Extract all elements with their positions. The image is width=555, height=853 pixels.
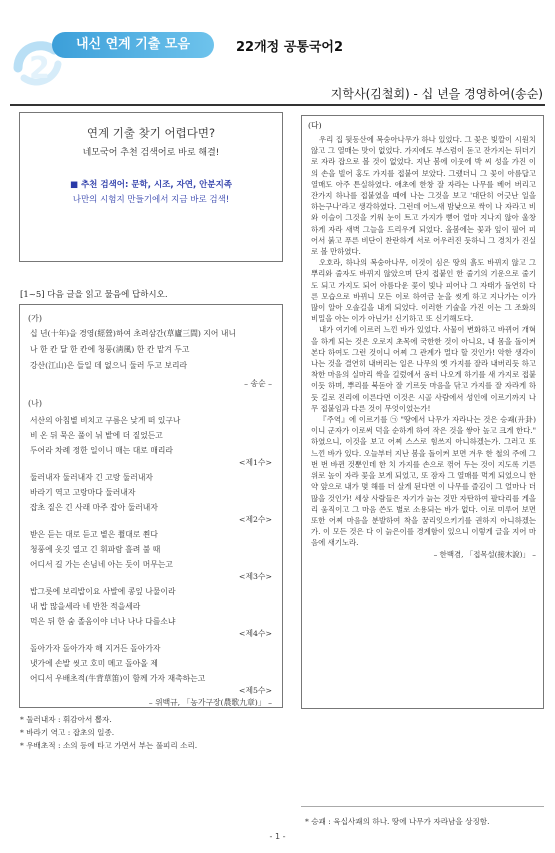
poem-author: – 위백규, 「농가구장(農歌九章)」 – xyxy=(148,698,272,707)
poem-line: 강산(江山)은 들일 데 없으니 둘러 두고 보리라 xyxy=(30,361,188,370)
poem-line: 잡초 짙은 긴 사래 마주 잡아 둘러내자 xyxy=(30,503,158,512)
poem-line: 받은 듣는 대로 듣고 볕은 쬘대로 쬔다 xyxy=(30,530,158,539)
poem-line: 두어라 차례 정한 일이니 매는 대로 매리라 xyxy=(30,446,173,455)
poem-line: 냇가에 손발 씻고 호미 메고 돌아올 제 xyxy=(30,659,158,668)
footnote: * 바라기 역고 : 잡초의 일종. xyxy=(20,728,115,737)
poem-line: 먹은 뒤 한 숨 졸음이야 너나 나나 다를소냐 xyxy=(30,617,176,626)
poem-line: 청풍에 옷깃 열고 긴 휘파람 흘려 불 때 xyxy=(30,545,161,554)
prose-text xyxy=(311,134,536,560)
footnote: * 승괘 : 육십사괘의 하나. 땅에 나무가 자라남을 상징함. xyxy=(305,817,490,826)
poem-line: 서산의 아침볕 비치고 구름은 낮게 떠 있구나 xyxy=(30,416,181,425)
stanza-mark: <제5수> xyxy=(238,686,272,695)
section-mark-da: (다) xyxy=(308,121,322,130)
stanza-mark: <제1수> xyxy=(238,458,272,467)
header-badge: 내신 연계 기출 모음 xyxy=(52,32,214,58)
stanza-mark: <제2수> xyxy=(238,515,272,524)
poem-line: 비 온 뒤 묵은 풀이 뉘 밭에 더 짙었든고 xyxy=(30,431,163,440)
page-number: - 1 - xyxy=(269,832,286,841)
question-instruction: [1~5] 다음 글을 읽고 물음에 답하시오. xyxy=(20,290,168,300)
prose-paragraph: 오호라, 하나의 복숭아나무, 이것이 심은 땅의 흙도 바뀌지 않고 그 뿌리와 줄자도 바뀌지 않았으며 단지 접붙인 한 줄기의 기운으로 줄기도 되고 가지도 되어 아름다운 꽃이 빛나 피어나 그 자태가 돌연히 다른 모습으로 바뀌니 모든 이로 하여금 눈을 씻게 하고 지나가는 이가 많이 알아 오솔길을 내게 되었다. 이러한 기술을 가진 이는 그 조화의 비밀을 아는 이가 아닌가! 신기하고 또 신기해도다. xyxy=(311,258,536,324)
stanza-mark: <제3수> xyxy=(238,572,272,581)
svg-text:2: 2 xyxy=(29,51,50,86)
poem-line: 어디서 길 가는 손님네 아는 듯이 머무는고 xyxy=(30,560,173,569)
poem-line: 바라기 역고 고랑마다 둘러내자 xyxy=(30,488,136,497)
poem-line: 어디서 우배초적(牛背草笛)이 함께 가자 재촉하는고 xyxy=(30,674,206,683)
poem-box xyxy=(19,304,283,708)
prose-paragraph: 내가 여기에 이르러 느낀 바가 있었다. 사물이 변화하고 바뀌어 개혁을 하게 되는 것은 오로지 초목에 국한한 것이 아니요, 내 몸을 돌이켜 본다 하여도 그런 것이니 어찌 그 관계가 멀다 할 것인가! 악한 생각이 나는 것을 결연히 내버리는 일은 나무의 옛 가지를 잘라 내버리듯 하고 착한 마음의 실마리 싹을 길렀에서 움터 나오게 하기를 새 가지로 접붙이듯 하며, 뿌리를 북돋아 잘 기르듯 마음을 닦고 가지를 잘 자라게 하듯 길로 진리에 이른다면 이것은 시골 사람에서 성인에 이르기까지 나무 접붙임과 다른 것이 무엇이었는가! xyxy=(311,325,536,413)
poem-line: 돌아가자 돌아가자 해 지거든 돌아가자 xyxy=(30,644,161,653)
footnote: * 우배초적 : 소의 등에 타고 가면서 부는 풀피리 소리. xyxy=(20,741,198,750)
prose-author: – 한백겸, 「접목설(接木說)」 – xyxy=(433,549,536,559)
course-label: 22개정 공통국어2 xyxy=(236,40,344,55)
page-title: 지학사(김철회) - 십 년을 경영하여(송순) xyxy=(330,87,543,101)
poem-line: 십 년(十年)을 경영(經營)하여 초려삼간(草廬三間) 지어 내니 xyxy=(30,329,236,338)
prose-box xyxy=(301,115,544,709)
poem-line: 내 밥 많을세라 네 반찬 적을세라 xyxy=(30,602,141,611)
prose-paragraph: 『주역』에 이르기를 ㉠ "땅에서 나무가 자라나는 것은 승괘(升卦)이니 군자가 이로써 덕을 순하게 하여 작은 것을 쌓아 높고 크게 한다." 하였으니, 이것을 보고 어찌 스스로 힘쓰지 아니하겠는가. 그러고 또 느낀 바가 있다. 오늘부터 지난 봄을 돌이켜 보면 겨우 한 철의 주에 그 번 번 바뀐 것뿐인데 한 치 가지를 손으로 꺾어 두는 것이 지도록 기른 위로 높이 자라 꽃을 보게 되었고, 또 잠자 그 열매를 먹게 되었으니 한약 앞으로 내가 몇 해를 더 살게 된다면 이 나무를 즐김이 그 얼마나 더 많을 것인가! 세상 사람들은 자기가 늙는 것만 자탄하여 팔다리를 게을리 움직이고 그 마음 쓴도 별로 소용되는 바가 없다. 이로 미루어 보면 또한 어찌 마음을 분발하여 착을 꿈리잇으키기를 권하지 아니하겠는가. 이 모든 것은 다 이 늙은이를 경계함이 있으니 이렇게 글을 지어 마음에 새기노라. xyxy=(311,415,536,548)
prose-paragraph: 우리 집 뒷동산에 복숭아나무가 하나 있었다. 그 꽃은 빛깔이 시원치 않고 그 열매는 맛이 없었다. 가지에도 부스럼이 돋고 잔가지는 뒤더기로 자라 잡으로 볼 것이 없었다. 지난 봄에 이웃에 박 씨 성을 가진 이의 손을 빌어 홍도 가지를 접붙여 보았다. 그랬더니 그 꽃이 아름답고 열매도 아주 튼실하였다. 애초에 한창 잘 자라는 나무를 베어 버리고 잔가지 하나를 접붙였을 때에 나는 그것을 보고 '대단히 어긋난 일을 하는구나'라고 생각하였다. 그런데 어느새 밤낮으로 싹이 나 자라고 비와 이슬이 그것을 키워 눈이 트고 가지가 뻗어 얼마 지나지 않아 울창하게 자라 새벽 그늘을 드리우게 되었다. 올봄에는 꽃과 잎이 필어 피어서 붉고 푸른 비단이 찬란하게 서로 어우러진 듯하니 그 경치가 진실로 볼 만하였다. xyxy=(311,135,536,257)
title-divider xyxy=(10,104,545,106)
promo-box xyxy=(19,112,283,262)
promo-heading: 연계 기출 찾기 어렵다면? xyxy=(86,126,216,140)
promo-keywords: ■ 추천 검색어: 문학, 시조, 자연, 안분지족 xyxy=(69,180,233,190)
poem-line: 둘러내자 둘러내자 긴 고랑 둘러내자 xyxy=(30,473,153,482)
poem-line: 밥그릇에 보리밥이요 사발에 콩잎 나물이라 xyxy=(30,587,176,596)
promo-cta: 나만의 시험지 만들기에서 지금 바로 검색! xyxy=(72,195,230,205)
poem-author: – 송순 – xyxy=(244,379,272,388)
section-mark-na: (나) xyxy=(28,399,42,408)
divider xyxy=(301,806,544,807)
stanza-mark: <제4수> xyxy=(238,629,272,638)
poem-line: 나 한 칸 달 한 칸에 청풍(淸風) 한 칸 맡겨 두고 xyxy=(30,345,190,354)
footnote: * 둘러내자 : 휘감아서 뽑자. xyxy=(20,715,112,724)
promo-subheading: 네모국어 추천 검색어로 바로 해결! xyxy=(82,148,220,158)
section-mark-ga: (가) xyxy=(28,314,42,323)
